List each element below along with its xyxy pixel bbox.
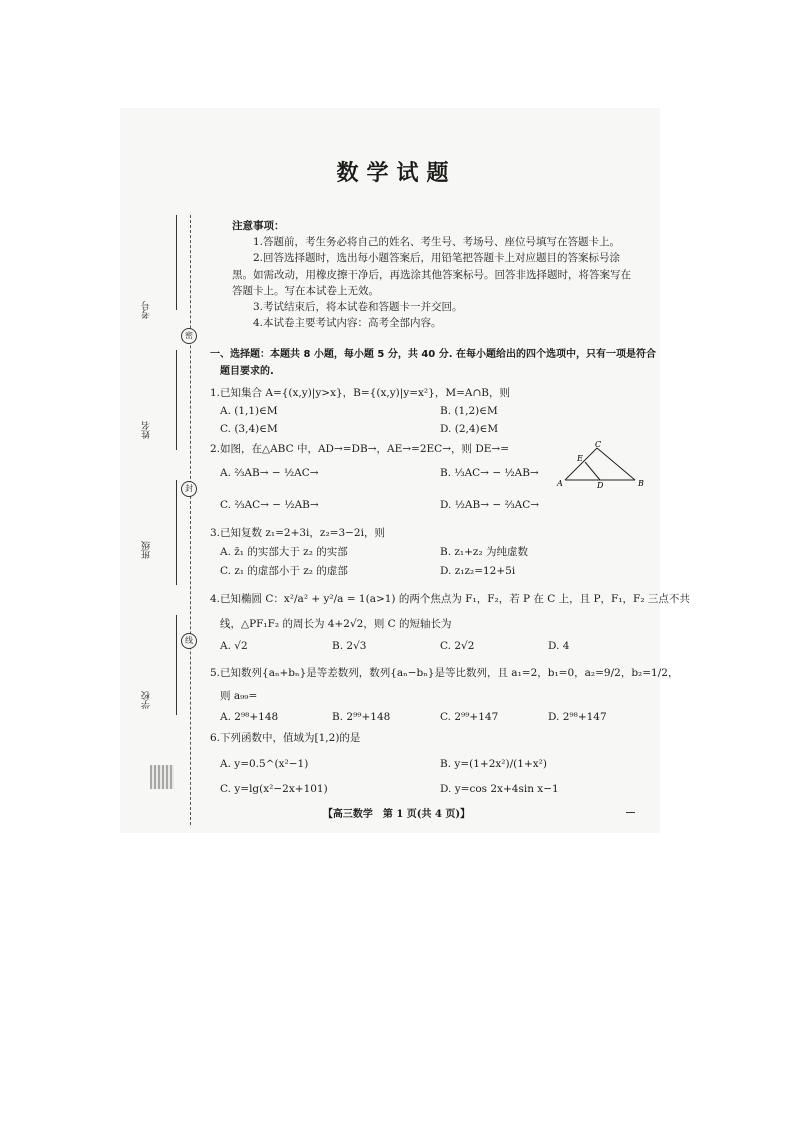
option-6a: A. y=0.5^(x²−1): [220, 758, 309, 770]
figure-label-b: B: [638, 479, 644, 488]
option-4a: A. √2: [220, 640, 248, 652]
option-1c: C. (3,4)∈M: [220, 423, 278, 435]
question-stem-5: 5.已知数列{aₙ+bₙ}是等差数列，数列{aₙ−bₙ}是等比数列，且 a₁=2，b₁=0，a₂=9/2，b₂=1/2，: [210, 667, 679, 679]
option-3b: B. z₁+z₂ 为纯虚数: [440, 546, 529, 558]
option-1d: D. (2,4)∈M: [440, 423, 499, 435]
figure-label-c: C: [595, 440, 602, 449]
option-1a: A. (1,1)∈M: [220, 405, 278, 417]
notice-heading: 注意事项：: [232, 220, 285, 232]
question-stem-5-cont: 则 a₉₉=: [220, 690, 258, 702]
option-3d: D. z₁z₂=12+5i: [440, 565, 516, 577]
option-6c: C. y=lg(x²−2x+101): [220, 783, 328, 795]
notice-item: 2.回答选择题时，选出每小题答案后，用铅笔把答题卡上对应题目的答案标号涂: [253, 252, 621, 264]
field-line-class: [176, 480, 177, 585]
option-1b: B. (1,2)∈M: [440, 405, 498, 417]
notice-item: 1.答题前，考生务必将自己的姓名、考生号、考场号、座位号填写在答题卡上。: [253, 236, 621, 248]
question-stem-4: 4.已知椭圆 C：x²/a² + y²/a = 1(a>1) 的两个焦点为 F₁，F₂，若 P 在 C 上，且 P，F₁，F₂ 三点不共: [210, 593, 690, 605]
field-label-school: 学校: [142, 691, 152, 709]
notice-item: 4.本试卷主要考试内容：高考全部内容。: [253, 317, 442, 329]
option-2c: C. ⅔AC→ − ½AB→: [220, 499, 319, 511]
cut-line: [190, 215, 191, 825]
option-6b: B. y=(1+2x²)/(1+x²): [440, 758, 547, 770]
option-4d: D. 4: [548, 640, 570, 652]
option-5d: D. 2⁹⁸+147: [548, 711, 607, 723]
option-5c: C. 2⁹⁹+147: [440, 711, 499, 723]
option-2d: D. ½AB→ − ⅔AC→: [440, 499, 540, 511]
figure-label-e: E: [577, 454, 583, 463]
page-title: 数学试题: [336, 161, 457, 186]
field-label-name: 姓名: [142, 421, 152, 439]
option-4b: B. 2√3: [332, 640, 367, 652]
option-2b: B. ⅓AC→ − ½AB→: [440, 467, 539, 479]
figure-label-a: A: [557, 479, 563, 488]
question-stem-3: 3.已知复数 z₁=2+3i，z₂=3−2i，则: [210, 527, 385, 539]
field-label-exam-no: 考号: [142, 301, 152, 319]
seal-xian: 线: [181, 633, 197, 649]
field-label-class: 班级: [142, 541, 152, 559]
question-stem-4-cont: 线，△PF₁F₂ 的周长为 4+2√2，则 C 的短轴长为: [220, 618, 452, 630]
seal-mi: 密: [181, 328, 197, 344]
option-4c: C. 2√2: [440, 640, 475, 652]
option-3a: A. z̄₁ 的实部大于 z₂ 的实部: [220, 546, 348, 558]
section-heading-cont: 题目要求的.: [220, 366, 274, 377]
option-5b: B. 2⁹⁹+148: [332, 711, 391, 723]
notice-item: 答题卡上。写在本试卷上无效。: [232, 285, 379, 297]
option-6d: D. y=cos 2x+4sin x−1: [440, 783, 559, 795]
notice-item: 黑。如需改动，用橡皮擦干净后，再选涂其他答案标号。回答非选择题时，将答案写在: [232, 269, 631, 281]
footer-dash: [626, 812, 635, 813]
option-3c: C. z₁ 的虚部小于 z₂ 的虚部: [220, 565, 348, 577]
notice-item: 3.考试结束后，将本试卷和答题卡一并交回。: [253, 301, 463, 313]
page-footer: 【高三数学 第 1 页(共 4 页)】: [322, 809, 471, 820]
figure-label-d: D: [597, 481, 604, 488]
option-5a: A. 2⁹⁸+148: [220, 711, 279, 723]
option-2a: A. ⅔AB→ − ½AC→: [220, 467, 319, 479]
triangle-figure: [555, 438, 645, 488]
seal-feng: 封: [181, 481, 197, 497]
question-stem-2: 2.如图，在△ABC 中，AD→=DB→，AE→=2EC→，则 DE→=: [210, 443, 510, 455]
question-stem-1: 1.已知集合 A={(x,y)|y>x}，B={(x,y)|y=x²}，M=A∩B，则: [210, 387, 510, 399]
qr-code-icon: [150, 765, 174, 789]
question-stem-6: 6.下列函数中，值域为[1,2)的是: [210, 732, 361, 744]
section-heading: 一、选择题：本题共 8 小题，每小题 5 分，共 40 分. 在每小题给出的四个选项中，只有一项是符合: [210, 349, 657, 360]
